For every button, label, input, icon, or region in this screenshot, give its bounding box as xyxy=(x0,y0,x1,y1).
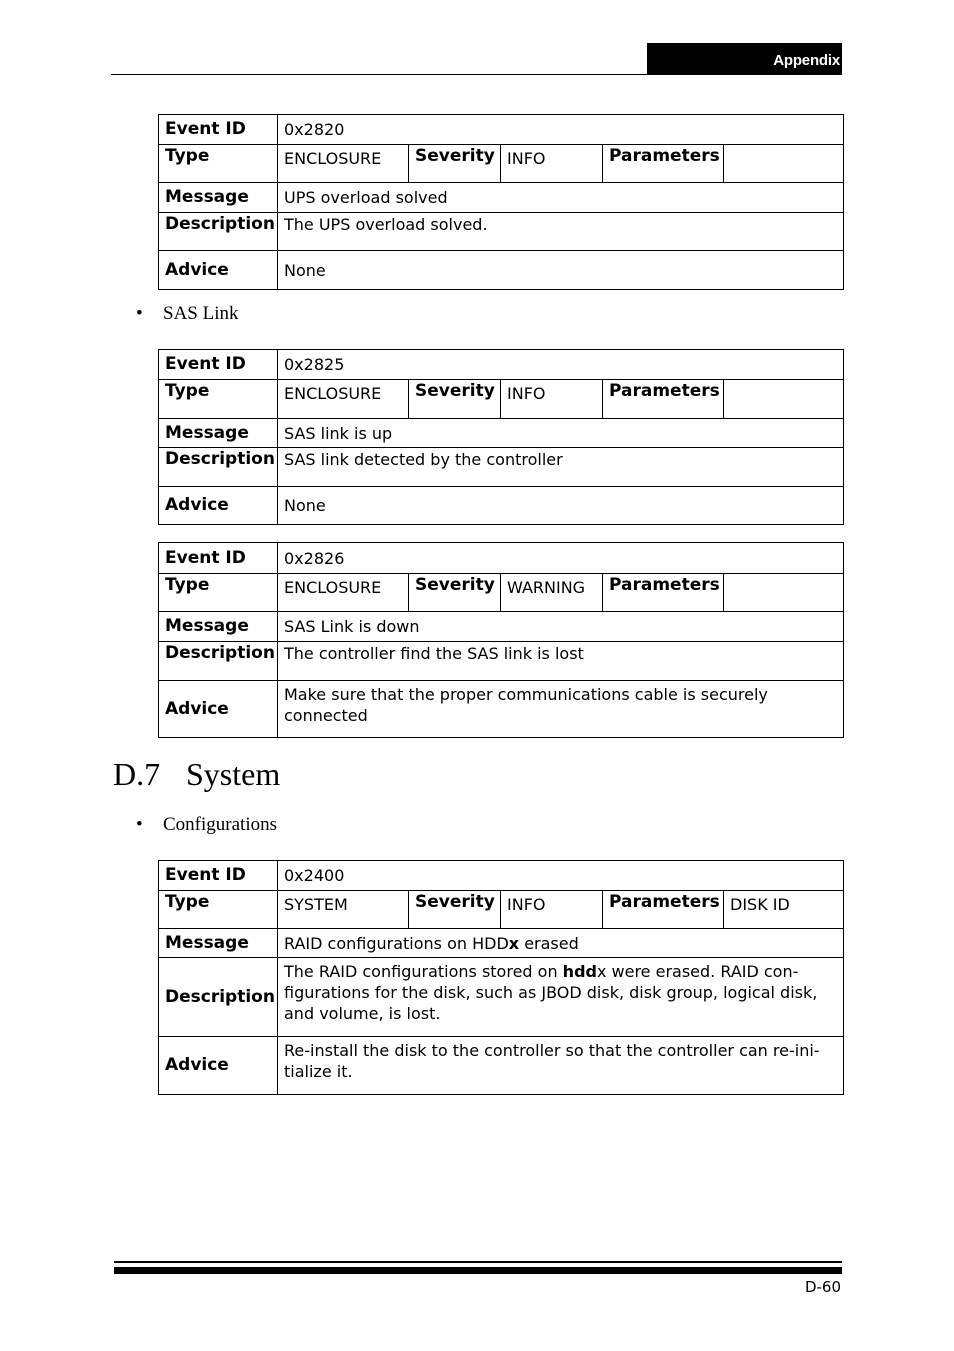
description-text: The RAID configurations stored on xyxy=(284,962,563,981)
type-value: ENCLOSURE xyxy=(278,145,409,183)
parameters-label: Parameters xyxy=(603,891,724,929)
event-table-0x2820 xyxy=(158,114,844,290)
type-label: Type xyxy=(159,145,278,183)
message-bold-text: x xyxy=(508,933,520,953)
type-label: Type xyxy=(159,574,278,612)
type-value: SYSTEM xyxy=(278,891,409,929)
event-id-value: 0x2400 xyxy=(278,861,844,891)
description-label: Description xyxy=(159,958,278,1037)
description-value: The controller find the SAS link is lost xyxy=(278,642,844,681)
description-value: The UPS overload solved. xyxy=(278,213,844,251)
event-id-label: Event ID xyxy=(159,861,278,891)
severity-value: WARNING xyxy=(501,574,603,612)
severity-value: INFO xyxy=(501,380,603,419)
severity-label: Severity xyxy=(409,574,501,612)
severity-label: Severity xyxy=(409,380,501,419)
advice-value: Make sure that the proper communications cable is securely connected xyxy=(278,681,844,738)
advice-value: Re-install the disk to the controller so that the controller can re-ini- tialize it. xyxy=(278,1037,844,1095)
advice-value: None xyxy=(278,251,844,290)
message-value: UPS overload solved xyxy=(278,183,844,213)
message-label: Message xyxy=(159,183,278,213)
parameters-value xyxy=(724,574,844,612)
message-value: SAS Link is down xyxy=(278,612,844,642)
severity-label: Severity xyxy=(409,891,501,929)
parameters-value: DISK ID xyxy=(724,891,844,929)
bullet-text: SAS Link xyxy=(163,303,239,324)
advice-label: Advice xyxy=(159,251,278,290)
message-label: Message xyxy=(159,419,278,448)
advice-value: None xyxy=(278,487,844,525)
header-section-label: Appendix xyxy=(647,43,842,75)
page-number: D-60 xyxy=(804,1278,841,1296)
parameters-label: Parameters xyxy=(603,145,724,183)
type-value: ENCLOSURE xyxy=(278,380,409,419)
advice-label: Advice xyxy=(159,681,278,738)
section-title-text: System xyxy=(186,756,281,792)
event-id-label: Event ID xyxy=(159,350,278,380)
event-id-label: Event ID xyxy=(159,115,278,145)
section-number: D.7 xyxy=(113,756,161,792)
description-value xyxy=(278,958,844,1037)
message-value xyxy=(278,929,844,958)
severity-value: INFO xyxy=(501,891,603,929)
footer-rule-thick xyxy=(114,1267,842,1274)
advice-label: Advice xyxy=(159,1037,278,1095)
footer-rule-thin xyxy=(114,1261,842,1263)
type-label: Type xyxy=(159,380,278,419)
advice-label: Advice xyxy=(159,487,278,525)
header-rule xyxy=(111,74,647,75)
event-id-value: 0x2825 xyxy=(278,350,844,380)
parameters-value xyxy=(724,145,844,183)
severity-value: INFO xyxy=(501,145,603,183)
description-label: Description xyxy=(159,642,278,681)
event-id-value: 0x2826 xyxy=(278,543,844,574)
type-value: ENCLOSURE xyxy=(278,574,409,612)
section-heading xyxy=(113,756,280,793)
bullet-marker: • xyxy=(136,814,143,835)
type-label: Type xyxy=(159,891,278,929)
description-text-end: x were erased. RAID con- figurations for the disk, such as JBOD disk, disk group, logical disk, and volume, is lost. xyxy=(284,962,818,1023)
bullet-text: Configurations xyxy=(163,814,277,835)
message-value: SAS link is up xyxy=(278,419,844,448)
event-id-value: 0x2820 xyxy=(278,115,844,145)
parameters-label: Parameters xyxy=(603,574,724,612)
description-label: Description xyxy=(159,448,278,487)
description-bold-text: hdd xyxy=(562,962,597,981)
severity-label: Severity xyxy=(409,145,501,183)
bullet-configurations xyxy=(136,814,277,836)
bullet-marker: • xyxy=(136,303,143,324)
event-id-label: Event ID xyxy=(159,543,278,574)
message-text-end: erased xyxy=(519,933,579,953)
bullet-sas-link xyxy=(136,303,239,325)
message-label: Message xyxy=(159,612,278,642)
event-table-0x2825 xyxy=(158,349,844,525)
parameters-value xyxy=(724,380,844,419)
event-table-0x2826 xyxy=(158,542,844,738)
message-label: Message xyxy=(159,929,278,958)
description-label: Description xyxy=(159,213,278,251)
message-text: RAID configurations on HDD xyxy=(284,933,509,953)
description-value: SAS link detected by the controller xyxy=(278,448,844,487)
event-table-0x2400 xyxy=(158,860,844,1095)
parameters-label: Parameters xyxy=(603,380,724,419)
